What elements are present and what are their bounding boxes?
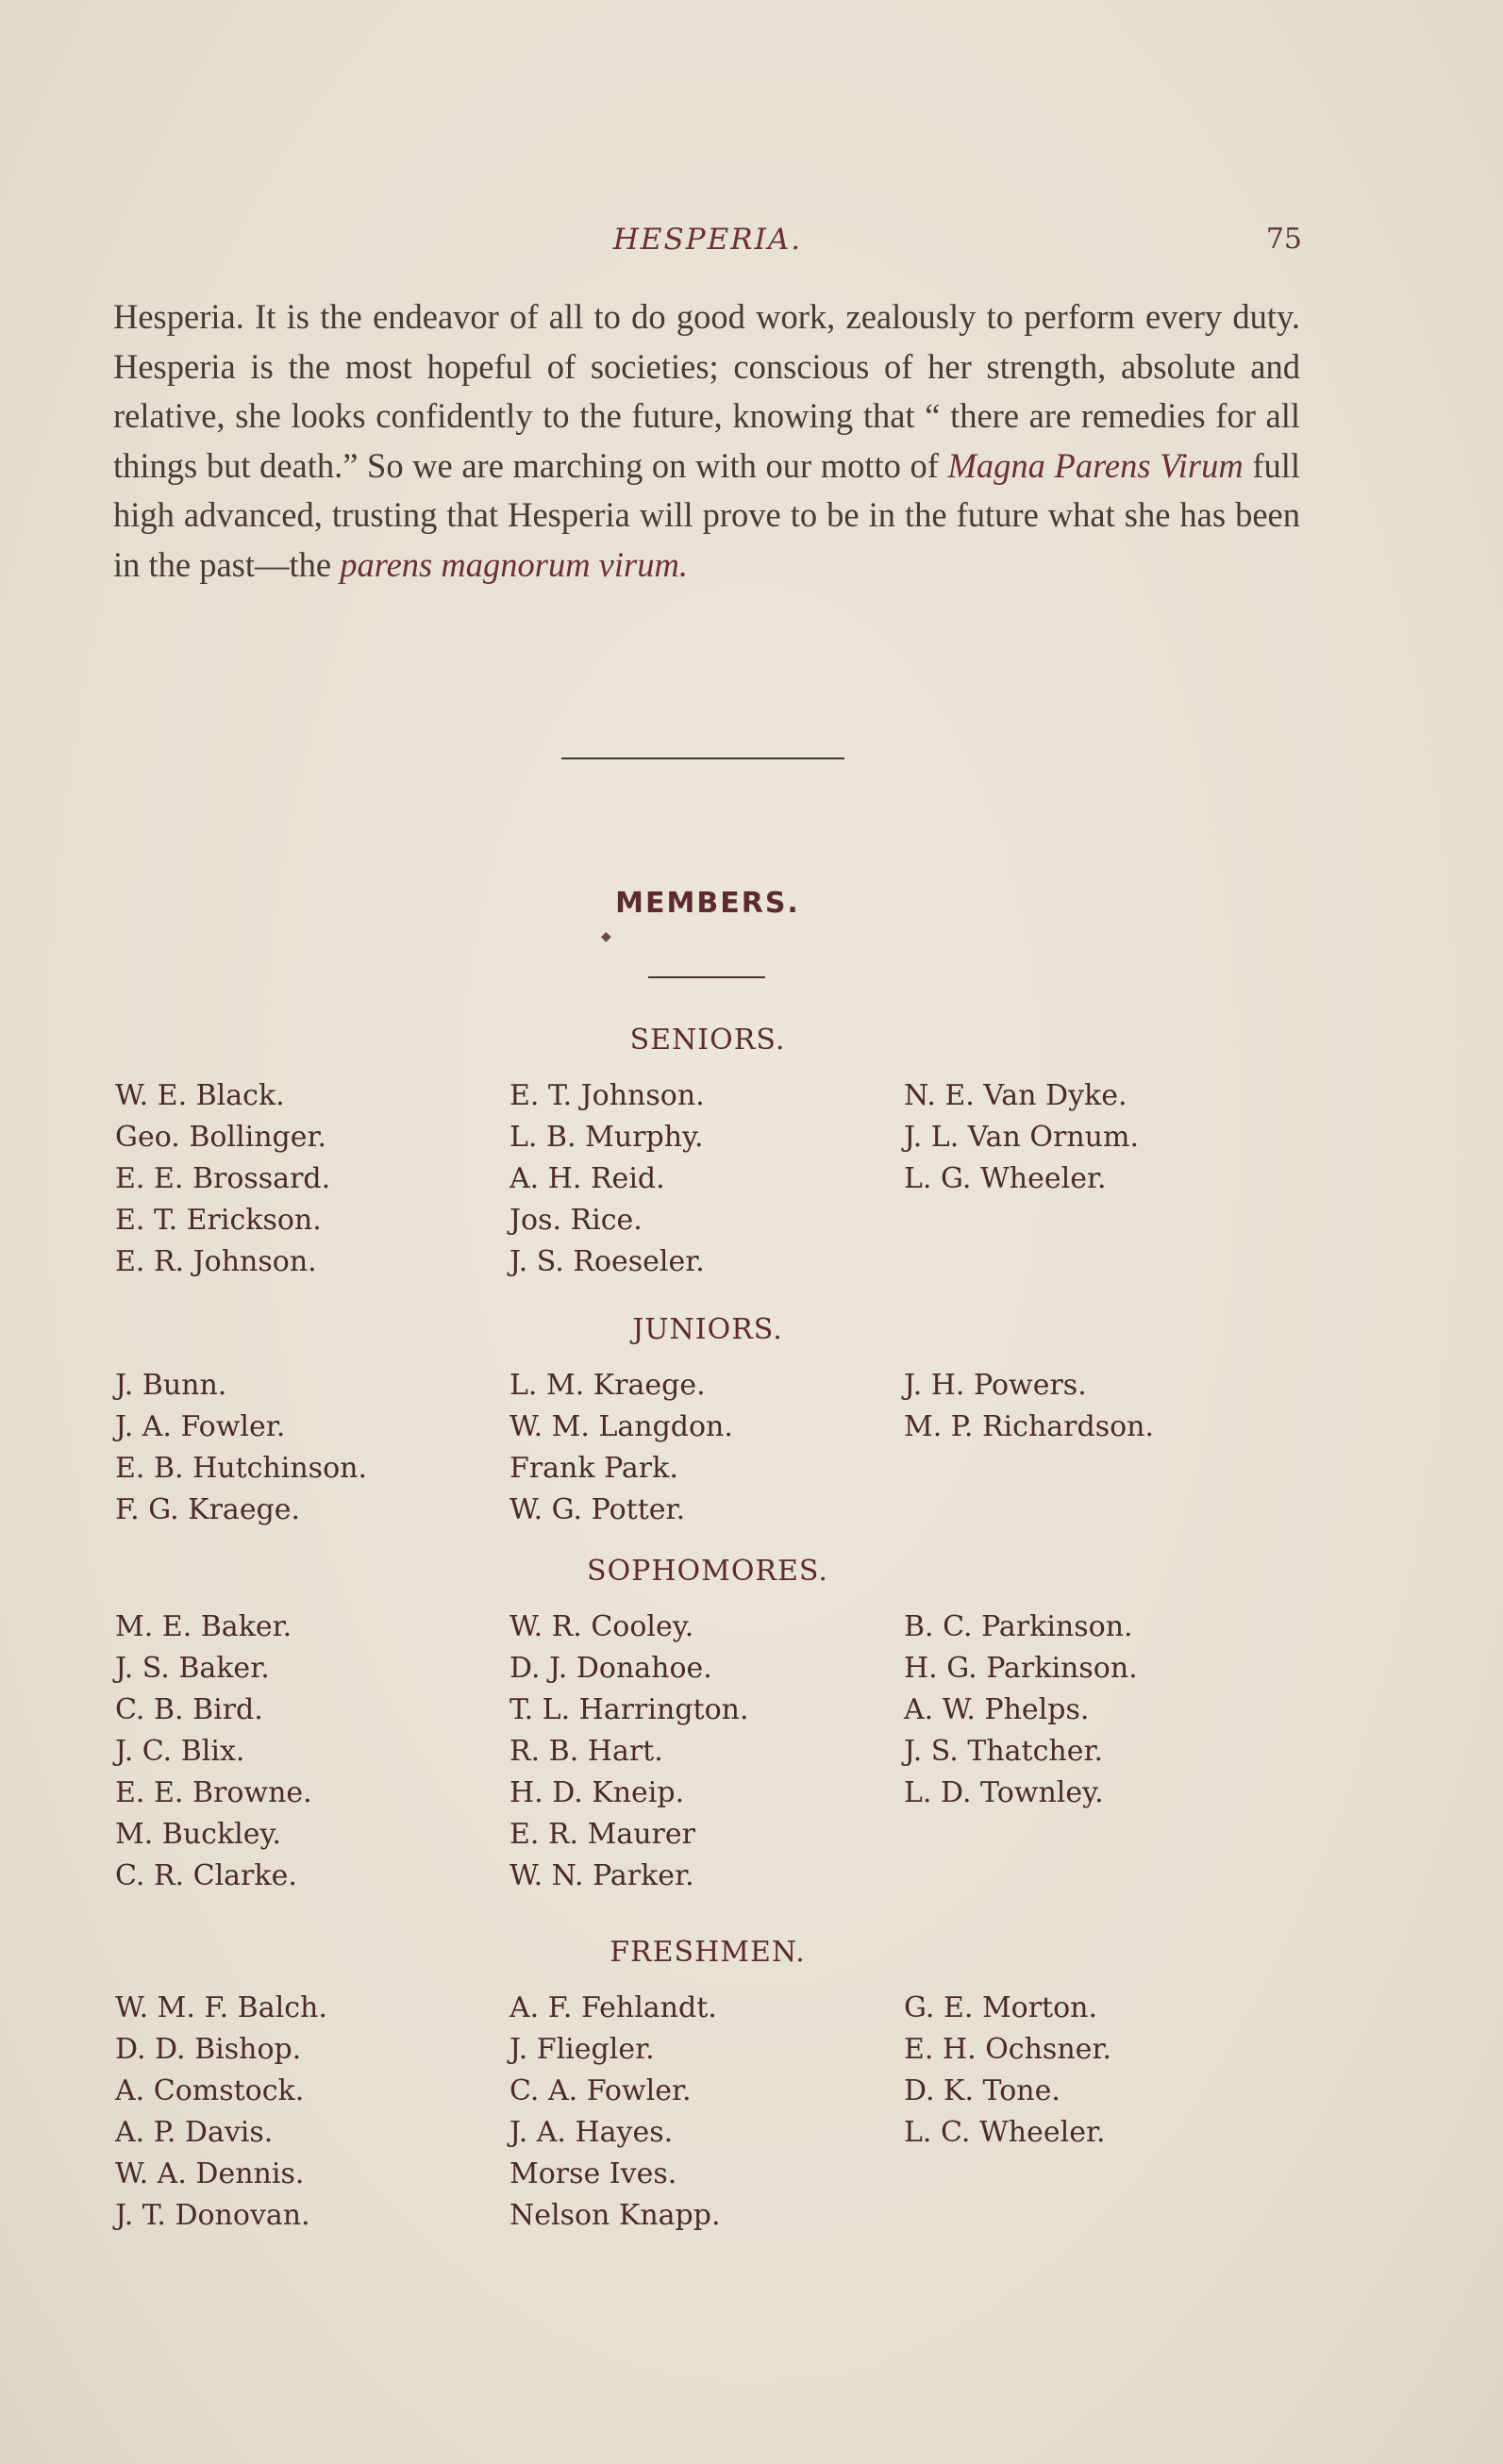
member-name: E. E. Brossard. — [115, 1162, 331, 1195]
member-name: E. H. Ochsner. — [904, 2033, 1111, 2066]
member-name: H. D. Kneip. — [509, 1776, 685, 1809]
class-heading: SOPHOMORES. — [587, 1555, 828, 1588]
member-name: J. A. Fowler. — [115, 1410, 286, 1443]
member-name: J. S. Baker. — [115, 1652, 270, 1685]
member-name: Jos. Rice. — [509, 1204, 643, 1237]
member-name: Morse Ives. — [509, 2157, 677, 2190]
member-name: L. M. Kraege. — [509, 1369, 706, 1402]
member-name: E. R. Maurer — [509, 1818, 695, 1851]
text-run: full high advanced, trusting that Hesperia will prove to be in the future what she has been in the past—the — [113, 445, 1301, 584]
page-number: 75 — [1265, 223, 1302, 256]
member-name: E. B. Hutchinson. — [115, 1452, 367, 1485]
member-name: D. D. Bishop. — [115, 2033, 302, 2066]
member-name: C. A. Fowler. — [509, 2074, 692, 2107]
member-column — [115, 1607, 312, 1897]
member-name: J. A. Hayes. — [509, 2116, 674, 2149]
member-column — [904, 1988, 1111, 2154]
italic-run: Magna Parens Virum — [947, 445, 1244, 485]
member-name: E. E. Browne. — [115, 1776, 312, 1809]
class-heading: SENIORS. — [629, 1024, 786, 1057]
member-name: J. C. Blix. — [115, 1735, 245, 1768]
ornament-mark: ◆ — [601, 929, 611, 944]
running-title: HESPERIA. — [612, 223, 803, 257]
member-name: W. E. Black. — [115, 1079, 285, 1112]
member-name: R. B. Hart. — [509, 1735, 663, 1768]
member-name: J. L. Van Ornum. — [904, 1121, 1139, 1154]
member-column — [509, 1075, 705, 1283]
member-name: E. T. Erickson. — [115, 1204, 322, 1237]
body-paragraph — [113, 292, 1300, 590]
member-column — [509, 1988, 720, 2237]
member-name: W. N. Parker. — [509, 1859, 694, 1892]
member-column — [904, 1365, 1154, 1448]
member-name: F. G. Kraege. — [115, 1493, 301, 1526]
member-name: J. S. Roeseler. — [509, 1245, 705, 1278]
member-column — [904, 1607, 1138, 1814]
member-name: W. M. Langdon. — [509, 1410, 733, 1443]
member-name: D. K. Tone. — [904, 2074, 1060, 2107]
member-name: L. D. Townley. — [904, 1776, 1104, 1809]
member-name: A. P. Davis. — [115, 2116, 274, 2149]
member-name: D. J. Donahoe. — [509, 1652, 712, 1685]
member-name: L. B. Murphy. — [509, 1121, 704, 1154]
member-name: L. G. Wheeler. — [904, 1162, 1107, 1195]
members-heading: MEMBERS. — [615, 887, 800, 920]
member-name: J. Fliegler. — [509, 2033, 655, 2066]
member-column — [115, 1075, 330, 1283]
member-name: M. P. Richardson. — [904, 1410, 1155, 1443]
member-name: T. L. Harrington. — [509, 1693, 749, 1726]
running-head — [113, 223, 1302, 264]
member-name: A. H. Reid. — [509, 1162, 665, 1195]
member-name: Frank Park. — [509, 1452, 678, 1485]
member-name: A. Comstock. — [115, 2074, 305, 2107]
member-name: J. Bunn. — [115, 1369, 227, 1402]
member-name: L. C. Wheeler. — [904, 2116, 1106, 2149]
member-column — [115, 1988, 327, 2237]
member-name: J. H. Powers. — [904, 1369, 1087, 1402]
section-divider — [561, 758, 844, 759]
member-name: Nelson Knapp. — [509, 2199, 721, 2232]
italic-run: parens magnorum virum. — [340, 544, 688, 584]
member-name: H. G. Parkinson. — [904, 1652, 1138, 1685]
member-name: G. E. Morton. — [904, 1991, 1098, 2024]
member-name: A. F. Fehlandt. — [509, 1991, 717, 2024]
member-name: W. R. Cooley. — [509, 1610, 694, 1643]
heading-rule — [648, 976, 765, 978]
member-column — [509, 1365, 733, 1531]
member-name: W. A. Dennis. — [115, 2157, 305, 2190]
member-column — [904, 1075, 1139, 1200]
member-column — [509, 1607, 749, 1897]
member-name: E. R. Johnson. — [115, 1245, 317, 1278]
member-name: J. S. Thatcher. — [904, 1735, 1104, 1768]
member-name: M. E. Baker. — [115, 1610, 292, 1643]
class-heading: FRESHMEN. — [610, 1936, 806, 1969]
member-name: Geo. Bollinger. — [115, 1121, 327, 1154]
member-name: W. G. Potter. — [509, 1493, 686, 1526]
member-name: M. Buckley. — [115, 1818, 281, 1851]
member-column — [115, 1365, 367, 1531]
member-name: A. W. Phelps. — [904, 1693, 1090, 1726]
member-name: C. B. Bird. — [115, 1693, 263, 1726]
member-name: E. T. Johnson. — [509, 1079, 705, 1112]
member-name: B. C. Parkinson. — [904, 1610, 1133, 1643]
member-name: W. M. F. Balch. — [115, 1991, 327, 2024]
member-name: C. R. Clarke. — [115, 1859, 297, 1892]
member-name: J. T. Donovan. — [115, 2199, 310, 2232]
class-heading: JUNIORS. — [632, 1313, 783, 1346]
text-run: Hesperia. It is the endeavor of all to do good work, zealously to perform every duty. Hesperia is the most hopeful of societies; conscious of her strength, absolute and relative, she looks confidently to the future, knowing that “ there are remedies for all things but death.” So we are marching on with our motto of — [113, 297, 1300, 485]
member-name: N. E. Van Dyke. — [904, 1079, 1127, 1112]
